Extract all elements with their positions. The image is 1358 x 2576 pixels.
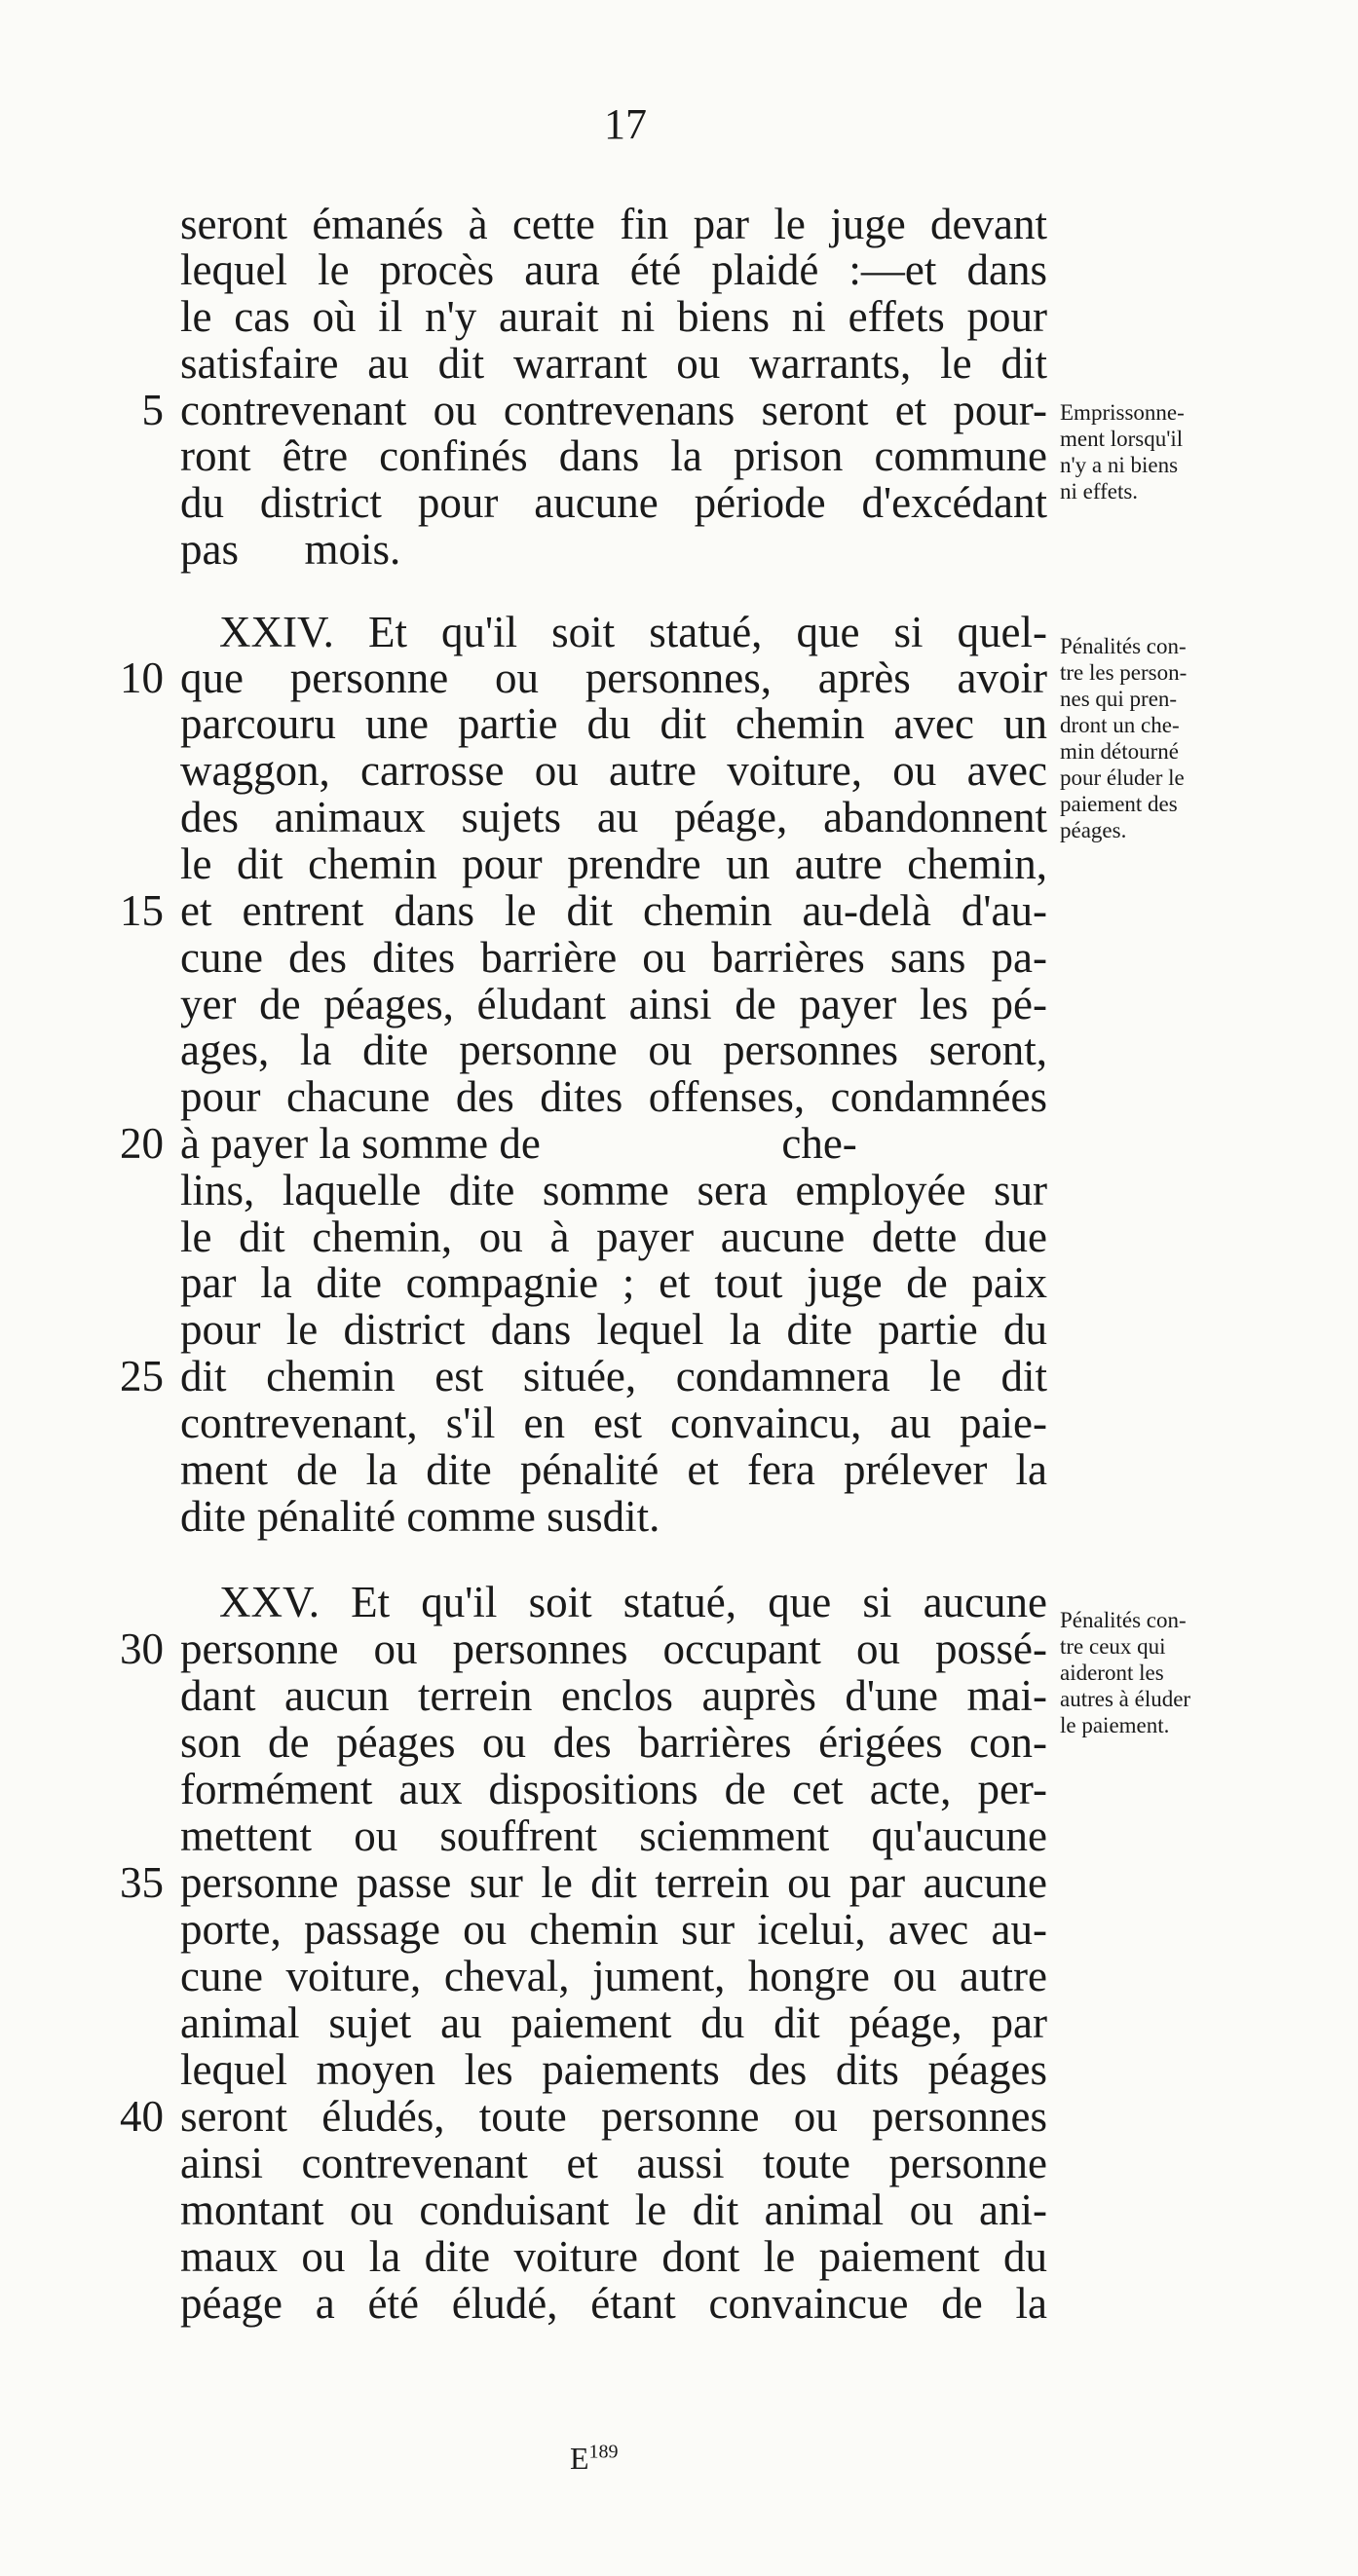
text-line: à payer la somme de che- [180, 1119, 857, 1168]
text-line: contrevenant ou contrevenans seront et pour- [180, 386, 1047, 434]
text-line: seront émanés à cette fin par le juge devant [180, 200, 1047, 248]
marginal-note-line: tre les person- [1060, 660, 1188, 685]
text-line: XXV. Et qu'il soit statué, que si aucune [219, 1578, 1047, 1626]
marginal-note-line: pour éluder le [1060, 765, 1185, 790]
text-line: animal sujet au paiement du dit péage, par [180, 1998, 1047, 2047]
text-line: pour le district dans lequel la dite partie du [180, 1305, 1047, 1354]
text-line: pas mois. [180, 525, 401, 574]
text-line: du district pour aucune période d'excédant [180, 478, 1047, 527]
text-line: XXIV. Et qu'il soit statué, que si quel- [219, 608, 1047, 656]
text-line: satisfaire au dit warrant ou warrants, le dit [180, 339, 1047, 388]
text-line: personne passe sur le dit terrein ou par aucune [180, 1858, 1047, 1907]
printer-signature-mark: $E^{189}$ [570, 2441, 619, 2476]
text-line: maux ou la dite voiture dont le paiement du [180, 2232, 1047, 2281]
text-line: mettent ou souffrent sciemment qu'aucune [180, 1811, 1047, 1860]
text-line: ages, la dite personne ou personnes seront, [180, 1026, 1047, 1074]
text-line: seront éludés, toute personne ou personnes [180, 2092, 1047, 2141]
text-line: le dit chemin, ou à payer aucune dette due [180, 1213, 1047, 1261]
marginal-note-line: Pénalités con- [1060, 1608, 1187, 1632]
line-number: 5 [141, 386, 164, 434]
text-line: des animaux sujets au péage, abandonnent [180, 793, 1047, 841]
line-number: 40 [120, 2092, 164, 2141]
line-number: 35 [120, 1858, 164, 1907]
text-line: le cas où il n'y aurait ni biens ni effets pour [180, 292, 1047, 341]
text-line: cune voiture, cheval, jument, hongre ou autre [180, 1952, 1047, 2000]
line-number: 30 [120, 1624, 164, 1673]
marginal-note-line: péages. [1060, 818, 1127, 842]
marginal-note-line: aideront les [1060, 1661, 1164, 1685]
text-line: cune des dites barrière ou barrières sans pa- [180, 933, 1047, 982]
text-line: porte, passage ou chemin sur icelui, avec au- [180, 1905, 1047, 1954]
text-line: lequel le procès aura été plaidé :—et dans [180, 245, 1047, 294]
text-line: dit chemin est située, condamnera le dit [180, 1352, 1047, 1400]
text-line: péage a été éludé, étant convaincue de la [180, 2279, 1047, 2328]
marginal-note-line: dront un che- [1060, 713, 1180, 737]
marginal-note-line: tre ceux qui [1060, 1634, 1166, 1659]
text-line: personne ou personnes occupant ou possé- [180, 1624, 1047, 1673]
marginal-note-line: min détourné [1060, 739, 1179, 764]
text-line: pour chacune des dites offenses, condamnées [180, 1072, 1047, 1121]
marginal-note-line: nes qui pren- [1060, 687, 1178, 711]
text-line: le dit chemin pour prendre un autre chemin, [180, 840, 1047, 888]
text-line: lequel moyen les paiements des dits péages [180, 2045, 1047, 2094]
text-line: ment de la dite pénalité et fera prélever la [180, 1445, 1047, 1494]
text-line: ront être confinés dans la prison commune [180, 431, 1047, 480]
marginal-note [1060, 1607, 1279, 1738]
text-line: montant ou conduisant le dit animal ou ani- [180, 2185, 1047, 2234]
text-line: son de péages ou des barrières érigées con- [180, 1718, 1047, 1767]
text-line: ainsi contrevenant et aussi toute personne [180, 2139, 1047, 2187]
line-number: 10 [120, 653, 164, 702]
text-line: et entrent dans le dit chemin au-delà d'au- [180, 886, 1047, 935]
marginal-note-line: ni effets. [1060, 479, 1139, 504]
line-number: 20 [120, 1119, 164, 1168]
text-line: waggon, carrosse ou autre voiture, ou avec [180, 746, 1047, 795]
text-line: par la dite compagnie ; et tout juge de paix [180, 1258, 1047, 1307]
marginal-note-line: paiement des [1060, 792, 1178, 816]
text-line: yer de péages, éludant ainsi de payer les pé- [180, 980, 1047, 1028]
text-line: que personne ou personnes, après avoir [180, 653, 1047, 702]
text-line: dant aucun terrein enclos auprès d'une mai- [180, 1671, 1047, 1720]
text-line: contrevenant, s'il en est convaincu, au paie- [180, 1399, 1047, 1447]
text-line: formément aux dispositions de cet acte, per- [180, 1765, 1047, 1813]
marginal-note-line: le paiement. [1060, 1713, 1170, 1737]
text-line: parcouru une partie du dit chemin avec un [180, 699, 1047, 748]
text-line: dite pénalité comme susdit. [180, 1492, 660, 1541]
line-number: 25 [120, 1352, 164, 1400]
marginal-note [1060, 633, 1279, 843]
marginal-note-line: n'y a ni biens [1060, 453, 1179, 477]
marginal-note-line: Emprissonne- [1060, 400, 1185, 425]
marginal-note-line: ment lorsqu'il [1060, 427, 1184, 451]
marginal-note-line: autres à éluder [1060, 1687, 1191, 1711]
marginal-note [1060, 399, 1279, 504]
text-line: lins, laquelle dite somme sera employée sur [180, 1166, 1047, 1214]
marginal-note-line: Pénalités con- [1060, 634, 1187, 658]
page-number: 17 [604, 100, 647, 148]
line-number: 15 [120, 886, 164, 935]
